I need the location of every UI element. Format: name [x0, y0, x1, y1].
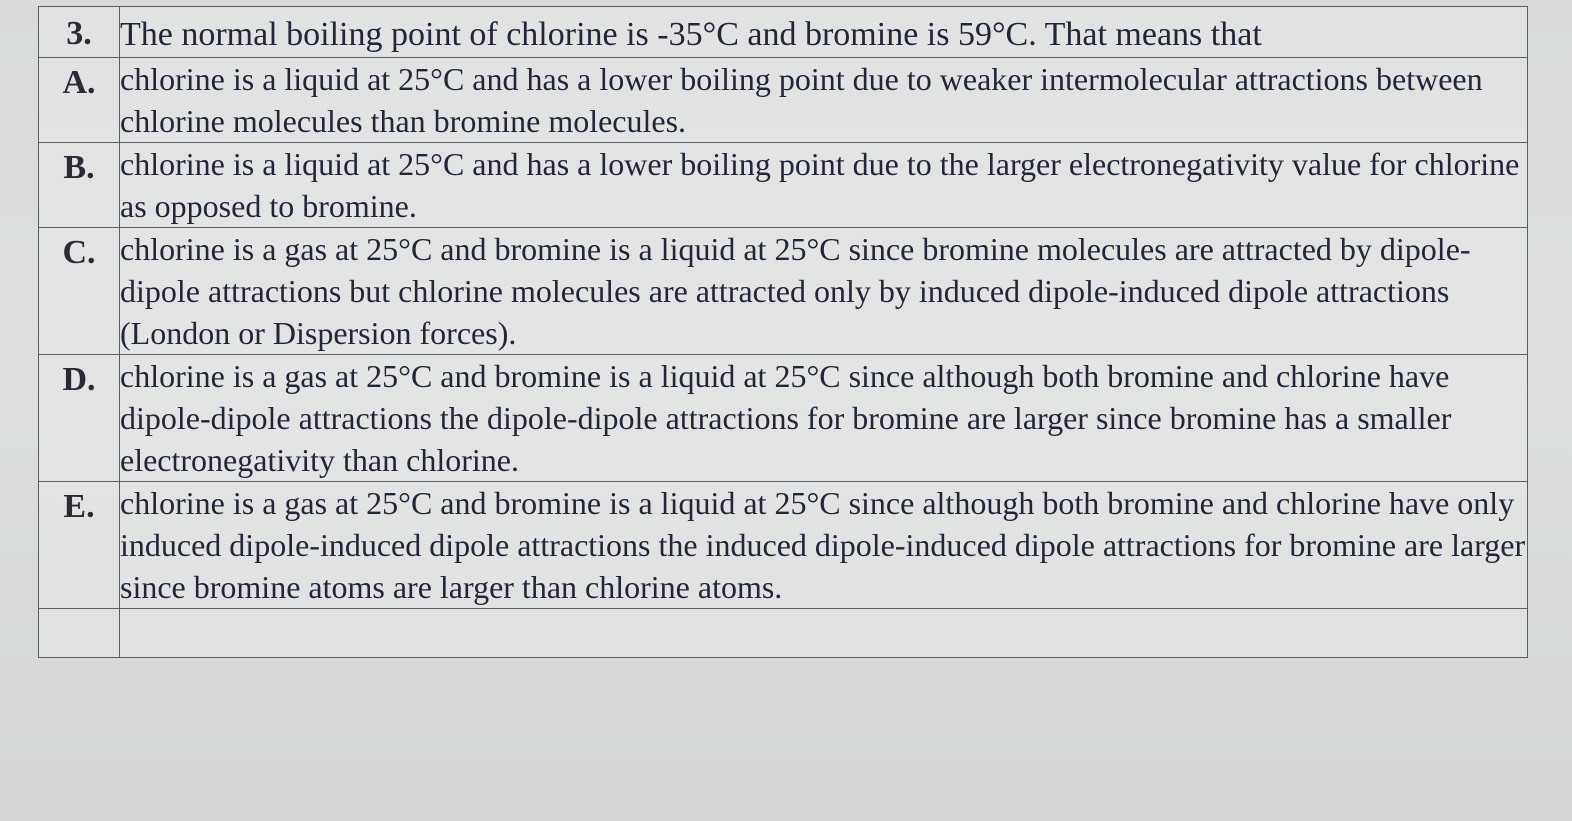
option-letter: C. — [39, 228, 120, 355]
option-text: chlorine is a liquid at 25°C and has a lower boiling point due to weaker intermolecular attractions between chlorine molecules than bromine molecules. — [120, 58, 1528, 143]
option-text: chlorine is a liquid at 25°C and has a lower boiling point due to the larger electronegativity value for chlorine as opposed to bromine. — [120, 143, 1528, 228]
option-text: chlorine is a gas at 25°C and bromine is a liquid at 25°C since bromine molecules are attracted by dipole-dipole attractions but chlorine molecules are attracted only by induced dipole-induced dipole attractions (London or Dispersion forces). — [120, 228, 1528, 355]
answer-option-e[interactable] — [39, 482, 1528, 609]
option-letter: B. — [39, 143, 120, 228]
question-table — [38, 6, 1528, 658]
answer-option-d[interactable] — [39, 355, 1528, 482]
option-letter: D. — [39, 355, 120, 482]
option-text: chlorine is a gas at 25°C and bromine is a liquid at 25°C since although both bromine and chlorine have dipole-dipole attractions the dipole-dipole attractions for bromine are larger since bromine has a smaller electronegativity than chlorine. — [120, 355, 1528, 482]
answer-option-b[interactable] — [39, 143, 1528, 228]
answer-option-c[interactable] — [39, 228, 1528, 355]
empty-text-cell — [120, 609, 1528, 658]
question-row — [39, 7, 1528, 58]
question-stem: The normal boiling point of chlorine is -35°C and bromine is 59°C. That means that — [120, 7, 1528, 58]
option-letter: A. — [39, 58, 120, 143]
empty-label-cell — [39, 609, 120, 658]
empty-row — [39, 609, 1528, 658]
question-number: 3. — [39, 7, 120, 58]
answer-option-a[interactable] — [39, 58, 1528, 143]
option-text: chlorine is a gas at 25°C and bromine is a liquid at 25°C since although both bromine and chlorine have only induced dipole-induced dipole attractions the induced dipole-induced dipole attractions for bromine are larger since bromine atoms are larger than chlorine atoms. — [120, 482, 1528, 609]
option-letter: E. — [39, 482, 120, 609]
